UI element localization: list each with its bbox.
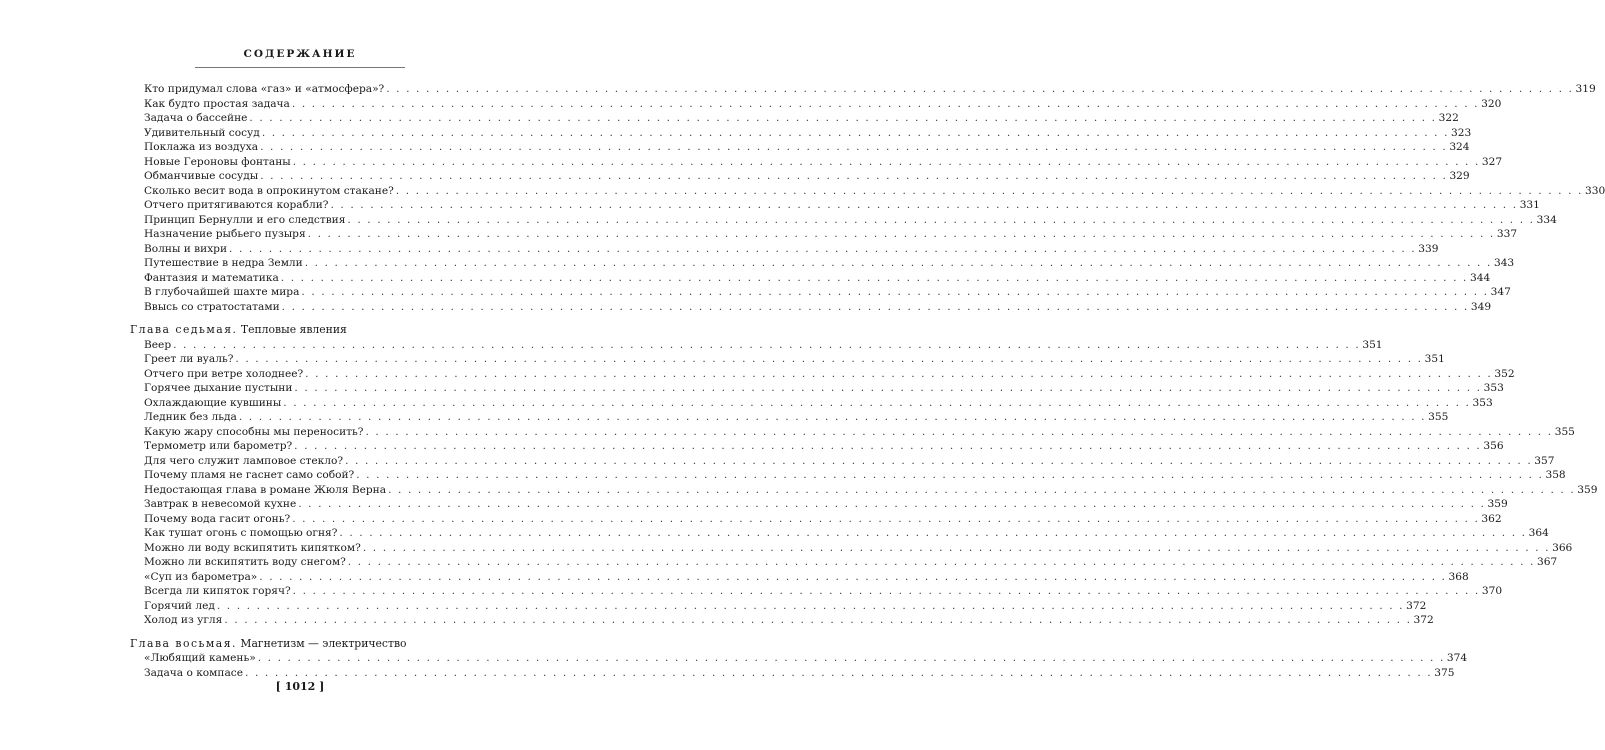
dot-leader: . . . . . . . . . . . . . . . . . . . . . . . . . . . . . . . . . . . . . . . . . . . . . . . . . . . . . . . . . . . . . . . . . . . . . . . . . . . . . . . . . . . . . . . . . . . . . . . . . . . . . . . . . . . . . . . . . . . . . . . .	[395, 184, 1583, 197]
running-header	[0, 48, 600, 68]
toc-entry-page: 319	[1575, 83, 1596, 95]
dot-leader: . . . . . . . . . . . . . . . . . . . . . . . . . . . . . . . . . . . . . . . . . . . . . . . . . . . . . . . . . . . . . . . . . . . . . . . . . . . . . . . . . . . . . . . . . . . . . . . . . . . . . . . . . . . . . . . . . . . . . . . .	[307, 228, 1495, 240]
dot-leader: . . . . . . . . . . . . . . . . . . . . . . . . . . . . . . . . . . . . . . . . . . . . . . . . . . . . . . . . . . . . . . . . . . . . . . . . . . . . . . . . . . . . . . . . . . . . . . . . . . . . . . . . . . . . . . . . . . . . . . . .	[386, 83, 1574, 95]
dot-leader: . . . . . . . . . . . . . . . . . . . . . . . . . . . . . . . . . . . . . . . . . . . . . . . . . . . . . . . . . . . . . . . . . . . . . . . . . . . . . . . . . . . . . . . . . . . . . . . . . . . . . . . . . . . . . . . . . . . . . . . .	[224, 614, 1412, 626]
toc-entry-page: 351	[1424, 353, 1445, 365]
toc-entry-title: Задача о компасе	[144, 666, 244, 679]
toc-entry-title: Ледник без льда	[144, 411, 237, 423]
toc-entry-title: Волны и вихри	[144, 242, 228, 255]
toc-entry	[130, 512, 1502, 527]
toc-entry-title: Удивительный сосуд	[144, 126, 260, 139]
toc-entry-title: В глубочайшей шахте мира	[144, 286, 300, 298]
dot-leader: . . . . . . . . . . . . . . . . . . . . . . . . . . . . . . . . . . . . . . . . . . . . . . . . . . . . . . . . . . . . . . . . . . . . . . . . . . . . . . . . . . . . . . . . . . . . . . . . . . . . . . . . . . . . . . . . . . . . . . . .	[301, 286, 1489, 298]
dot-leader: . . . . . . . . . . . . . . . . . . . . . . . . . . . . . . . . . . . . . . . . . . . . . . . . . . . . . . . . . . . . . . . . . . . . . . . . . . . . . . . . . . . . . . . . . . . . . . . . . . . . . . . . . . . . . . . . . . . . . . . .	[305, 367, 1493, 380]
page-number: [ 1012 ]	[275, 680, 325, 693]
chapter-number: Глава седьмая.	[130, 323, 238, 336]
toc-entry	[130, 599, 1427, 614]
dot-leader: . . . . . . . . . . . . . . . . . . . . . . . . . . . . . . . . . . . . . . . . . . . . . . . . . . . . . . . . . . . . . . . . . . . . . . . . . . . . . . . . . . . . . . . . . . . . . . . . . . . . . . . . . . . . . . . . . . . . . . . .	[229, 242, 1417, 255]
toc-entry-title: Как будто простая задача	[144, 97, 290, 110]
table-of-contents	[130, 82, 1605, 689]
toc-entry	[130, 396, 1493, 411]
toc-entry	[130, 338, 1383, 353]
toc-entry-page: 367	[1536, 556, 1558, 568]
toc-entry-page: 334	[1536, 213, 1557, 226]
toc-entry-page: 359	[1577, 483, 1598, 496]
toc-entry-title: Охлаждающие кувшины	[144, 396, 282, 409]
dot-leader: . . . . . . . . . . . . . . . . . . . . . . . . . . . . . . . . . . . . . . . . . . . . . . . . . . . . . . . . . . . . . . . . . . . . . . . . . . . . . . . . . . . . . . . . . . . . . . . . . . . . . . . . . . . . . . . . . . . . . . . .	[339, 527, 1527, 539]
toc-entry-title: Веер	[144, 338, 172, 351]
toc-entry-page: 330	[1585, 184, 1605, 197]
toc-entry-page: 353	[1483, 382, 1504, 394]
toc-entry	[130, 584, 1503, 599]
chapter-heading	[130, 637, 498, 652]
dot-leader: . . . . . . . . . . . . . . . . . . . . . . . . . . . . . . . . . . . . . . . . . . . . . . . . . . . . . . . . . . . . . . . . . . . . . . . . . . . . . . . . . . . . . . . . . . . . . . . . . . . . . . . . . . . . . . . . . . . . . . . .	[292, 155, 1480, 168]
toc-entry-title: Принцип Бернулли и его следствия	[144, 213, 346, 226]
toc-entry	[130, 410, 1449, 425]
toc-entry-page: 337	[1496, 228, 1518, 240]
toc-entry-title: Фантазия и математика	[144, 271, 279, 284]
dot-leader: . . . . . . . . . . . . . . . . . . . . . . . . . . . . . . . . . . . . . . . . . . . . . . . . . . . . . . . . . . . . . . . . . . . . . . . . . . . . . . . . . . . . . . . . . . . . . . . . . . . . . . . . . . . . . . . . . . . . . . . .	[257, 652, 1445, 664]
toc-entry-page: 329	[1449, 170, 1470, 182]
toc-entry-page: 356	[1483, 440, 1504, 452]
toc-entry-page: 370	[1481, 585, 1503, 597]
dot-leader: . . . . . . . . . . . . . . . . . . . . . . . . . . . . . . . . . . . . . . . . . . . . . . . . . . . . . . . . . . . . . . . . . . . . . . . . . . . . . . . . . . . . . . . . . . . . . . . . . . . . . . . . . . . . . . . . . . . . . . . .	[281, 300, 1469, 313]
chapter-title: Тепловые явления	[240, 323, 347, 336]
toc-entry-page: 362	[1481, 512, 1502, 525]
toc-section	[130, 82, 1605, 314]
toc-entry	[130, 242, 1439, 257]
dot-leader: . . . . . . . . . . . . . . . . . . . . . . . . . . . . . . . . . . . . . . . . . . . . . . . . . . . . . . . . . . . . . . . . . . . . . . . . . . . . . . . . . . . . . . . . . . . . . . . . . . . . . . . . . . . . . . . . . . . . . . . .	[283, 396, 1471, 409]
toc-entry-page: 344	[1469, 271, 1491, 284]
toc-entry-title: Почему вода гасит огонь?	[144, 512, 291, 525]
toc-entry-page: 364	[1528, 527, 1549, 539]
toc-entry-page: 352	[1494, 367, 1515, 380]
toc-entry	[130, 497, 1508, 512]
toc-entry	[130, 198, 1540, 213]
toc-entry	[130, 425, 1575, 440]
toc-entry-title: Почему пламя не гаснет само собой?	[144, 469, 355, 481]
toc-entry-page: 368	[1448, 570, 1469, 583]
toc-entry-title: Ввысь со стратостатами	[144, 300, 280, 313]
toc-entry	[130, 666, 1455, 681]
toc-entry	[130, 285, 1511, 300]
toc-entry-page: 355	[1554, 425, 1575, 438]
toc-entry-page: 372	[1406, 599, 1427, 612]
toc-entry-title: Как тушат огонь с помощью огня?	[144, 527, 338, 539]
toc-entry	[130, 468, 1566, 483]
toc-entry-title: Назначение рыбьего пузыря	[144, 228, 306, 240]
dot-leader: . . . . . . . . . . . . . . . . . . . . . . . . . . . . . . . . . . . . . . . . . . . . . . . . . . . . . . . . . . . . . . . . . . . . . . . . . . . . . . . . . . . . . . . . . . . . . . . . . . . . . . . . . . . . . . . . . . . . . . . .	[347, 556, 1535, 568]
header-divider	[195, 67, 405, 68]
toc-entry-page: 374	[1446, 652, 1468, 664]
toc-entry-page: 322	[1438, 112, 1459, 124]
toc-entry	[130, 227, 1518, 242]
toc-entry-page: 375	[1434, 666, 1455, 679]
toc-entry	[130, 570, 1469, 585]
toc-entry	[130, 82, 1596, 97]
toc-entry-page: 347	[1490, 286, 1511, 298]
toc-entry	[130, 541, 1573, 556]
toc-entry-title: Какую жару способны мы переносить?	[144, 425, 364, 438]
toc-entry	[130, 256, 1515, 271]
toc-entry-page: 355	[1428, 411, 1449, 423]
toc-entry-title: Отчего притягиваются корабли?	[144, 199, 329, 211]
dot-leader: . . . . . . . . . . . . . . . . . . . . . . . . . . . . . . . . . . . . . . . . . . . . . . . . . . . . . . . . . . . . . . . . . . . . . . . . . . . . . . . . . . . . . . . . . . . . . . . . . . . . . . . . . . . . . . . . . . . . . . . .	[365, 425, 1553, 438]
toc-entry-title: Холод из угля	[144, 614, 223, 626]
dot-leader: . . . . . . . . . . . . . . . . . . . . . . . . . . . . . . . . . . . . . . . . . . . . . . . . . . . . . . . . . . . . . . . . . . . . . . . . . . . . . . . . . . . . . . . . . . . . . . . . . . . . . . . . . . . . . . . . . . . . . . . .	[294, 440, 1482, 452]
toc-entry	[130, 367, 1515, 382]
toc-entry	[130, 111, 1459, 126]
toc-entry	[130, 126, 1472, 141]
toc-entry-title: Для чего служит ламповое стекло?	[144, 454, 344, 467]
toc-entry-title: Поклажа из воздуха	[144, 141, 259, 153]
toc-entry	[130, 213, 1557, 228]
dot-leader: . . . . . . . . . . . . . . . . . . . . . . . . . . . . . . . . . . . . . . . . . . . . . . . . . . . . . . . . . . . . . . . . . . . . . . . . . . . . . . . . . . . . . . . . . . . . . . . . . . . . . . . . . . . . . . . . . . . . . . . .	[388, 483, 1576, 496]
dot-leader: . . . . . . . . . . . . . . . . . . . . . . . . . . . . . . . . . . . . . . . . . . . . . . . . . . . . . . . . . . . . . . . . . . . . . . . . . . . . . . . . . . . . . . . . . . . . . . . . . . . . . . . . . . . . . . . . . . . . . . . .	[238, 411, 1427, 423]
dot-leader: . . . . . . . . . . . . . . . . . . . . . . . . . . . . . . . . . . . . . . . . . . . . . . . . . . . . . . . . . . . . . . . . . . . . . . . . . . . . . . . . . . . . . . . . . . . . . . . . . . . . . . . . . . . . . . . . . . . . . . . .	[298, 498, 1486, 510]
dot-leader: . . . . . . . . . . . . . . . . . . . . . . . . . . . . . . . . . . . . . . . . . . . . . . . . . . . . . . . . . . . . . . . . . . . . . . . . . . . . . . . . . . . . . . . . . . . . . . . . . . . . . . . . . . . . . . . . . . . . . . . .	[259, 570, 1447, 583]
dot-leader: . . . . . . . . . . . . . . . . . . . . . . . . . . . . . . . . . . . . . . . . . . . . . . . . . . . . . . . . . . . . . . . . . . . . . . . . . . . . . . . . . . . . . . . . . . . . . . . . . . . . . . . . . . . . . . . . . . . . . . . .	[347, 213, 1535, 226]
toc-entry	[130, 155, 1503, 170]
page-title: СОДЕРЖАНИЕ	[243, 48, 357, 60]
toc-entry-title: «Любящий камень»	[144, 652, 256, 664]
chapter-title: Магнетизм — электричество	[240, 636, 407, 650]
toc-entry	[130, 271, 1491, 286]
dot-leader: . . . . . . . . . . . . . . . . . . . . . . . . . . . . . . . . . . . . . . . . . . . . . . . . . . . . . . . . . . . . . . . . . . . . . . . . . . . . . . . . . . . . . . . . . . . . . . . . . . . . . . . . . . . . . . . . . . . . . . . .	[216, 599, 1405, 612]
toc-section	[130, 323, 1598, 628]
toc-entry-page: 343	[1493, 257, 1515, 269]
toc-entry-title: Новые Героновы фонтаны	[144, 155, 291, 168]
toc-entry	[130, 97, 1502, 112]
toc-entry-page: 357	[1534, 454, 1555, 467]
toc-entry-title: Недостающая глава в романе Жюля Верна	[144, 483, 387, 496]
chapter-heading	[130, 323, 498, 338]
dot-leader: . . . . . . . . . . . . . . . . . . . . . . . . . . . . . . . . . . . . . . . . . . . . . . . . . . . . . . . . . . . . . . . . . . . . . . . . . . . . . . . . . . . . . . . . . . . . . . . . . . . . . . . . . . . . . . . . . . . . . . . .	[330, 199, 1518, 211]
dot-leader: . . . . . . . . . . . . . . . . . . . . . . . . . . . . . . . . . . . . . . . . . . . . . . . . . . . . . . . . . . . . . . . . . . . . . . . . . . . . . . . . . . . . . . . . . . . . . . . . . . . . . . . . . . . . . . . . . . . . . . . .	[292, 585, 1480, 597]
toc-entry-title: Греет ли вуаль?	[144, 353, 234, 365]
chapter-number: Глава восьмая.	[130, 636, 237, 650]
toc-entry-page: 359	[1487, 498, 1508, 510]
dot-leader: . . . . . . . . . . . . . . . . . . . . . . . . . . . . . . . . . . . . . . . . . . . . . . . . . . . . . . . . . . . . . . . . . . . . . . . . . . . . . . . . . . . . . . . . . . . . . . . . . . . . . . . . . . . . . . . . . . . . . . . .	[260, 141, 1448, 153]
toc-entry-page: 349	[1470, 300, 1492, 313]
toc-entry-page: 372	[1413, 614, 1434, 626]
toc-entry-title: Завтрак в невесомой кухне	[144, 498, 297, 510]
toc-entry-title: «Суп из барометра»	[144, 570, 258, 583]
toc-entry-page: 327	[1481, 155, 1503, 168]
toc-entry-page: 366	[1552, 541, 1573, 554]
toc-entry	[130, 169, 1470, 184]
dot-leader: . . . . . . . . . . . . . . . . . . . . . . . . . . . . . . . . . . . . . . . . . . . . . . . . . . . . . . . . . . . . . . . . . . . . . . . . . . . . . . . . . . . . . . . . . . . . . . . . . . . . . . . . . . . . . . . . . . . . . . . .	[280, 271, 1468, 284]
toc-entry	[130, 483, 1598, 498]
toc-entry-title: Путешествие в недра Земли	[144, 257, 303, 269]
toc-entry-page: 351	[1362, 338, 1383, 351]
toc-entry-page: 324	[1449, 141, 1470, 153]
toc-entry-title: Кто придумал слова «газ» и «атмосфера»?	[144, 83, 385, 95]
dot-leader: . . . . . . . . . . . . . . . . . . . . . . . . . . . . . . . . . . . . . . . . . . . . . . . . . . . . . . . . . . . . . . . . . . . . . . . . . . . . . . . . . . . . . . . . . . . . . . . . . . . . . . . . . . . . . . . . . . . . . . . .	[249, 112, 1437, 124]
toc-entry-page: 320	[1481, 97, 1502, 110]
dot-leader: . . . . . . . . . . . . . . . . . . . . . . . . . . . . . . . . . . . . . . . . . . . . . . . . . . . . . . . . . . . . . . . . . . . . . . . . . . . . . . . . . . . . . . . . . . . . . . . . . . . . . . . . . . . . . . . . . . . . . . . .	[235, 353, 1423, 365]
toc-entry-title: Обманчивые сосуды	[144, 170, 259, 182]
toc-entry	[130, 184, 1605, 199]
toc-entry-title: Горячее дыхание пустыни	[144, 382, 293, 394]
toc-entry	[130, 613, 1434, 628]
toc-entry	[130, 439, 1504, 454]
dot-leader: . . . . . . . . . . . . . . . . . . . . . . . . . . . . . . . . . . . . . . . . . . . . . . . . . . . . . . . . . . . . . . . . . . . . . . . . . . . . . . . . . . . . . . . . . . . . . . . . . . . . . . . . . . . . . . . . . . . . . . . .	[260, 170, 1448, 182]
toc-entry	[130, 651, 1468, 666]
toc-entry-title: Термометр или барометр?	[144, 440, 293, 452]
toc-entry	[130, 300, 1492, 315]
dot-leader: . . . . . . . . . . . . . . . . . . . . . . . . . . . . . . . . . . . . . . . . . . . . . . . . . . . . . . . . . . . . . . . . . . . . . . . . . . . . . . . . . . . . . . . . . . . . . . . . . . . . . . . . . . . . . . . . . . . . . . . .	[291, 97, 1480, 110]
dot-leader: . . . . . . . . . . . . . . . . . . . . . . . . . . . . . . . . . . . . . . . . . . . . . . . . . . . . . . . . . . . . . . . . . . . . . . . . . . . . . . . . . . . . . . . . . . . . . . . . . . . . . . . . . . . . . . . . . . . . . . . .	[294, 382, 1482, 394]
toc-entry-title: Можно ли вскипятить воду снегом?	[144, 556, 346, 568]
dot-leader: . . . . . . . . . . . . . . . . . . . . . . . . . . . . . . . . . . . . . . . . . . . . . . . . . . . . . . . . . . . . . . . . . . . . . . . . . . . . . . . . . . . . . . . . . . . . . . . . . . . . . . . . . . . . . . . . . . . . . . . .	[362, 541, 1551, 554]
dot-leader: . . . . . . . . . . . . . . . . . . . . . . . . . . . . . . . . . . . . . . . . . . . . . . . . . . . . . . . . . . . . . . . . . . . . . . . . . . . . . . . . . . . . . . . . . . . . . . . . . . . . . . . . . . . . . . . . . . . . . . . .	[292, 512, 1480, 525]
toc-section	[130, 636, 1468, 681]
toc-entry-page: 323	[1451, 126, 1472, 139]
toc-entry-title: Всегда ли кипяток горяч?	[144, 585, 291, 597]
toc-entry-page: 331	[1519, 199, 1540, 211]
toc-entry	[130, 381, 1504, 396]
dot-leader: . . . . . . . . . . . . . . . . . . . . . . . . . . . . . . . . . . . . . . . . . . . . . . . . . . . . . . . . . . . . . . . . . . . . . . . . . . . . . . . . . . . . . . . . . . . . . . . . . . . . . . . . . . . . . . . . . . . . . . . .	[173, 338, 1361, 351]
toc-entry	[130, 454, 1555, 469]
toc-entry-title: Горячий лед	[144, 599, 215, 612]
toc-entry	[130, 352, 1445, 367]
toc-entry	[130, 526, 1549, 541]
toc-entry-title: Можно ли воду вскипятить кипятком?	[144, 541, 361, 554]
toc-entry-title: Задача о бассейне	[144, 112, 248, 124]
dot-leader: . . . . . . . . . . . . . . . . . . . . . . . . . . . . . . . . . . . . . . . . . . . . . . . . . . . . . . . . . . . . . . . . . . . . . . . . . . . . . . . . . . . . . . . . . . . . . . . . . . . . . . . . . . . . . . . . . . . . . . . .	[245, 666, 1433, 679]
toc-entry-page: 358	[1545, 469, 1566, 481]
dot-leader: . . . . . . . . . . . . . . . . . . . . . . . . . . . . . . . . . . . . . . . . . . . . . . . . . . . . . . . . . . . . . . . . . . . . . . . . . . . . . . . . . . . . . . . . . . . . . . . . . . . . . . . . . . . . . . . . . . . . . . . .	[304, 257, 1492, 269]
toc-entry	[130, 555, 1558, 570]
toc-entry-page: 353	[1472, 396, 1493, 409]
dot-leader: . . . . . . . . . . . . . . . . . . . . . . . . . . . . . . . . . . . . . . . . . . . . . . . . . . . . . . . . . . . . . . . . . . . . . . . . . . . . . . . . . . . . . . . . . . . . . . . . . . . . . . . . . . . . . . . . . . . . . . . .	[356, 469, 1544, 481]
toc-entry	[130, 140, 1470, 155]
toc-entry-title: Сколько весит вода в опрокинутом стакане?	[144, 184, 394, 197]
toc-entry-page: 339	[1418, 242, 1439, 255]
dot-leader: . . . . . . . . . . . . . . . . . . . . . . . . . . . . . . . . . . . . . . . . . . . . . . . . . . . . . . . . . . . . . . . . . . . . . . . . . . . . . . . . . . . . . . . . . . . . . . . . . . . . . . . . . . . . . . . . . . . . . . . .	[261, 126, 1450, 139]
dot-leader: . . . . . . . . . . . . . . . . . . . . . . . . . . . . . . . . . . . . . . . . . . . . . . . . . . . . . . . . . . . . . . . . . . . . . . . . . . . . . . . . . . . . . . . . . . . . . . . . . . . . . . . . . . . . . . . . . . . . . . . .	[345, 454, 1533, 467]
toc-entry-title: Отчего при ветре холоднее?	[144, 367, 304, 380]
